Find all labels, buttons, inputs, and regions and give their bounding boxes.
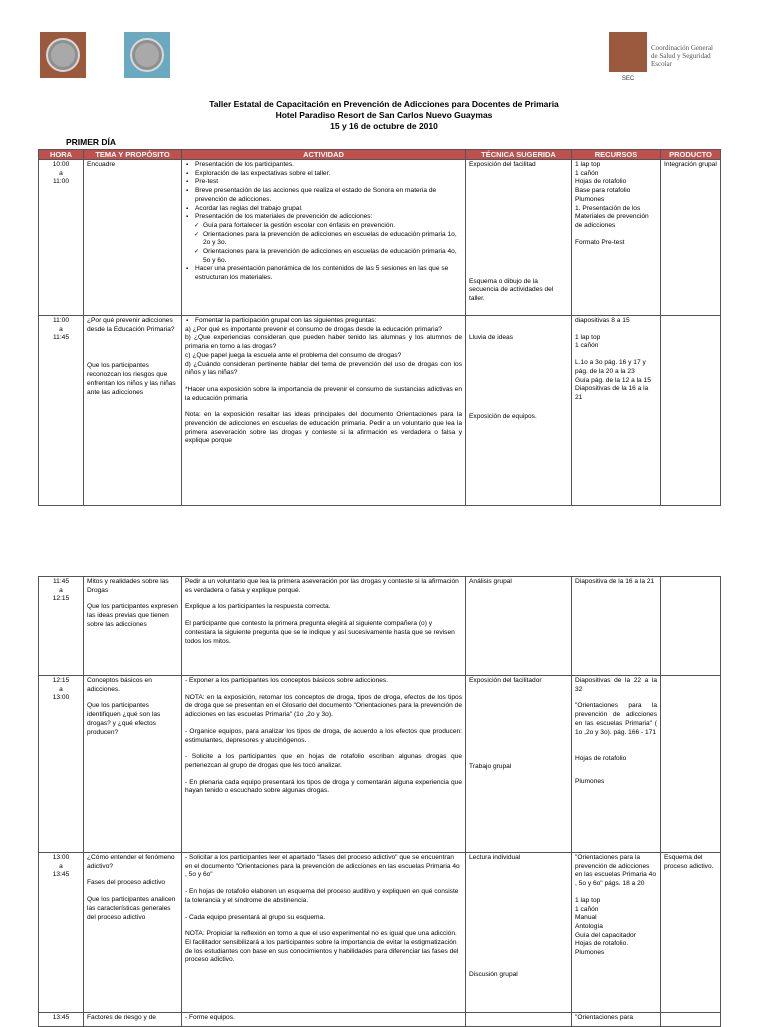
recursos-text: "Orientaciones para la prevención de adicciones en las escuelas Primaria" ( 1o ,2o y 3o). pág. 166 - 171	[575, 702, 657, 736]
recursos-cell: "Orientaciones para	[572, 1013, 661, 1027]
hora-cell: 10:00 a 11:00	[39, 160, 84, 316]
tecnica-cell	[466, 160, 572, 316]
tecnica-text: Exposición de equipos.	[469, 412, 537, 420]
tema-text: ¿Por qué prevenir adicciones desde la Educación Primaria?	[87, 317, 175, 333]
actividad-text: - Solicite a los participantes que en hojas de rotafolio escriban algunas drogas que pertenezcan al grupo de drogas que les tocó analizar.	[185, 753, 462, 769]
list-item: ▪ Pre-test	[195, 178, 462, 187]
producto-cell: Integración grupal	[661, 160, 721, 316]
table-row	[39, 853, 721, 1013]
checkmark-list-item: ✓ Guía para fortalecer la gestión escolar con énfasis en prevención.	[203, 222, 462, 231]
tema-cell	[84, 676, 182, 853]
tecnica-text: Exposición del facilitador	[469, 677, 542, 684]
salud-logo	[124, 32, 170, 78]
hora-cell: 12:15 a 13:00	[39, 676, 84, 853]
document-venue: Hotel Paradiso Resort de San Carlos Nuevo Guaymas	[275, 110, 493, 120]
producto-cell	[661, 676, 721, 853]
actividad-note: NOTA: Propiciar la reflexión en torno a que el uso experimental no es igual que una adicción. El facilitador sensibilizará a los participantes sobre la importancia de evitar la estigmatización de los estudiantes con base en sus conocimientos y habilidades para diferenciar las fases del proceso adictivo.	[185, 930, 459, 964]
proposito-text: Que los participantes reconozcan los riesgos que enfrentan los niños y las niñas ante las adicciones	[87, 362, 176, 396]
hora-cell: 11:45 a 12:15	[39, 577, 84, 676]
sec-logo-caption: SEC	[56, 80, 70, 86]
actividad-note: NOTA: en la exposición, retomar los conceptos de droga, tipos de droga, efectos de los tipos de droga que se presentan en el Glosario del documento "Orientaciones para la prevención de adicciones en las escuelas Primaria" (1o ,2o y 3o).	[185, 693, 462, 719]
column-header-tema: TEMA Y PROPÓSITO	[84, 150, 182, 160]
tema-cell	[84, 316, 182, 506]
day-label: PRIMER DÍA	[66, 137, 117, 147]
hora-cell: 13:45	[39, 1013, 84, 1027]
coordination-logo-text: Coordinación General de Salud y Seguridad Escolar	[651, 44, 714, 68]
tecnica-cell	[466, 676, 572, 853]
schedule-table-part-1	[38, 149, 721, 506]
recursos-text: Hojas de rotafolio	[575, 755, 627, 763]
table-row	[39, 676, 721, 853]
column-header-producto: PRODUCTO	[661, 150, 721, 160]
producto-cell: Esquema del proceso adictivo.	[661, 853, 721, 1013]
actividad-cell	[182, 853, 466, 1013]
recursos-text: Plumones	[575, 777, 605, 785]
document-title: Taller Estatal de Capacitación en Prevención de Adicciones para Docentes de Primaria	[209, 99, 559, 109]
recursos-text: 1 lap top 1 cañón Manual Antología Guía del capacitador Hojas de rotafolio. Plumones	[575, 896, 636, 957]
coordination-logo	[609, 32, 721, 86]
column-header-tecnica: TÉCNICA SUGERIDA	[466, 150, 572, 160]
document-date: 15 y 16 de octubre de 2010	[330, 121, 438, 131]
tema-cell	[84, 577, 182, 676]
actividad-questions: a) ¿Por qué es importante prevenir el consumo de drogas desde la educación primaria? b) ¿Que experiencias consideran que pueden haber tenido las alumnas y los alumnos de primaria en torno a las drogas? c) ¿Que papel juega la escuela ante el problema del consumo de drogas? d) ¿Cuándo consideran pertinente hablar del tema de prevención del uso de drogas con los niños y las niñas?	[185, 325, 462, 377]
list-item: ▪ Exploración de las expectativas sobre el taller.	[195, 170, 462, 179]
actividad-cell	[182, 676, 466, 853]
tema-cell	[84, 853, 182, 1013]
actividad-note: Nota: en la exposición resaltar las ideas principales del documento Orientaciones para la prevención de adicciones en escuelas de educación primaria. Pedir a un voluntario que lea la primera aseveración sobre las drogas y conteste si la afirmación es verdadera o falsa y explique porque	[185, 411, 462, 445]
proposito-text: Que los participantes analicen las características generales del proceso adictivo	[87, 896, 176, 921]
coordination-logo-mark	[609, 32, 647, 72]
state-seal-icon	[130, 38, 164, 72]
actividad-cell: - Forme equipos.	[182, 1013, 466, 1027]
actividad-text: - Solicitar a los participantes leer el apartado "fases del proceso adictivo" que se encuentran en el documento "Orientaciones para la prevención de adicciones en las escuelas Primaria 4o , 5o y 6o"	[185, 854, 460, 879]
checkmark-list-item: ✓ Orientaciones para la prevención de adicciones en escuelas de educación primaria 1o, 2o y 3o.	[203, 231, 462, 248]
recursos-cell	[572, 676, 661, 853]
tecnica-text: Trabajo grupal	[469, 762, 512, 770]
producto-cell	[661, 1013, 721, 1027]
tecnica-cell	[466, 1013, 572, 1027]
tecnica-text: Lectura individual	[469, 854, 521, 861]
recursos-cell: 1 lap top 1 cañón Hojas de rotafolio Base para rotafolio Plumones 1. Presentación de los Materiales de prevención de adicciones Formato Pre-test	[572, 160, 661, 316]
actividad-text: - Exponer a los participantes los conceptos básicos sobre adicciones.	[185, 677, 389, 684]
recursos-text: L.1o a 3o pág. 16 y 17 y pág. de la 20 a la 23 Guía pág. de la 12 a la 15 Diapositivas de la 16 a la 21	[575, 359, 651, 401]
recursos-text: diapositivas 8 a 15	[575, 317, 630, 324]
actividad-text: - Cada equipo presentará al grupo su esquema.	[185, 913, 326, 921]
table-row	[39, 1013, 721, 1027]
sec-logo	[40, 32, 86, 78]
state-seal-icon	[46, 38, 80, 72]
actividad-text: El participante que contesto la primera pregunta elegirá al siguiente compañera (o) y contestara la siguiente pregunta que se le indique y así sucesivamente hasta que se revisen todos los mitos.	[185, 620, 455, 645]
actividad-cell	[182, 160, 466, 316]
tema-cell: Factores de riesgo y de	[84, 1013, 182, 1027]
tema-text: Mitos y realidades sobre las Drogas	[87, 578, 169, 594]
tema-cell: Encuadre	[84, 160, 182, 316]
recursos-text: 1 lap top 1 cañón	[575, 333, 601, 350]
producto-cell	[661, 316, 721, 506]
proposito-text: Que los participantes expresen las ideas previas que tienen sobre las adicciones	[87, 603, 178, 628]
list-item: ▪ Breve presentación de las acciones que realiza el estado de Sonora en materia de prevención de adicciones.	[195, 187, 462, 204]
list-item: ▪ Presentación de los participantes.	[195, 161, 462, 170]
recursos-cell	[572, 853, 661, 1013]
salud-logo-caption: SALUD	[136, 80, 157, 86]
state-seal-icon	[614, 37, 638, 61]
tecnica-text: Esquema o dibujo de la secuencia de actividades del taller.	[469, 277, 554, 303]
tema-text: ¿Cómo entender el fenómeno adictivo?	[87, 854, 175, 870]
actividad-text: - En plenaria cada equipo presentará los tipos de droga y comentarán alguna experiencia que hayan tenido o escuchado sobre algunas drogas.	[185, 778, 462, 795]
recursos-text: "Orientaciones para la prevención de adicciones en las escuelas Primaria 4o , 5o y 6o" págs. 18 a 20	[575, 854, 656, 888]
list-item: ▪ Hacer una presentación panorámica de los contenidos de las 5 sesiones en las que se estructuran los materiales.	[195, 265, 462, 282]
actividad-text: Pedir a un voluntario que lea la primera aseveración por las drogas y conteste si la afirmación es verdadera o falsa y explique porqué.	[185, 578, 459, 594]
tecnica-text: Discusión grupal	[469, 970, 518, 978]
table-row	[39, 316, 721, 506]
actividad-text: - En hojas de rotafolio elaboren un esquema del proceso auditivo y expliquen en qué consiste la tolerancia y el síndrome de abstinencia.	[185, 888, 459, 904]
column-header-hora: HORA	[39, 150, 84, 160]
actividad-text: - Organice equipos, para analizar los tipos de droga, de acuerdo a los efectos que producen: estimulantes, depresores y alucinógenos.	[185, 727, 462, 744]
column-header-actividad: ACTIVIDAD	[182, 150, 466, 160]
tema-text: Conceptos básicos en adicciones.	[87, 677, 152, 693]
producto-cell	[661, 577, 721, 676]
coordination-logo-caption: SEC	[621, 76, 635, 82]
tecnica-cell	[466, 853, 572, 1013]
recursos-text: Diapositivas de la 22 a la 32	[575, 677, 657, 693]
hora-cell: 11:00 a 11:45	[39, 316, 84, 506]
actividad-cell	[182, 577, 466, 676]
actividad-text: Explique a los participantes la respuesta correcta.	[185, 603, 331, 611]
list-item: ▪ Fomentar la participación grupal con las siguientes preguntas:	[195, 317, 462, 326]
hora-cell: 13:00 a 13:45	[39, 853, 84, 1013]
tecnica-cell	[466, 316, 572, 506]
tecnica-cell: Análisis grupal	[466, 577, 572, 676]
actividad-cell	[182, 316, 466, 506]
column-header-recursos: RECURSOS	[572, 150, 661, 160]
proposito-text: Que los participantes identifiquen ¿qué son las drogas? y ¿qué efectos producen?	[87, 702, 161, 736]
table-row	[39, 160, 721, 316]
list-item: ▪ Presentación de los materiales de prevención de adicciones:	[195, 213, 462, 222]
recursos-cell	[572, 316, 661, 506]
table-header-row	[39, 150, 721, 160]
table-row	[39, 577, 721, 676]
schedule-table-part-2	[38, 576, 721, 1027]
checkmark-list-item: ✓ Orientaciones para la prevención de adicciones en escuelas de educación primaria 4o, 5o y 6o.	[203, 248, 462, 265]
recursos-cell: Diapositiva de la 16 a la 21	[572, 577, 661, 676]
list-item: ▪ Acordar las reglas del trabajo grupal.	[195, 205, 462, 214]
tecnica-text: Lluvia de ideas	[469, 334, 513, 341]
tecnica-text: Exposición del facilitad	[469, 161, 536, 168]
tema-text: Fases del proceso adictivo	[87, 879, 166, 887]
actividad-text: *Hacer una exposición sobre la importancia de prevenir el consumo de sustancias adictivas en la educación primaria	[185, 385, 462, 402]
